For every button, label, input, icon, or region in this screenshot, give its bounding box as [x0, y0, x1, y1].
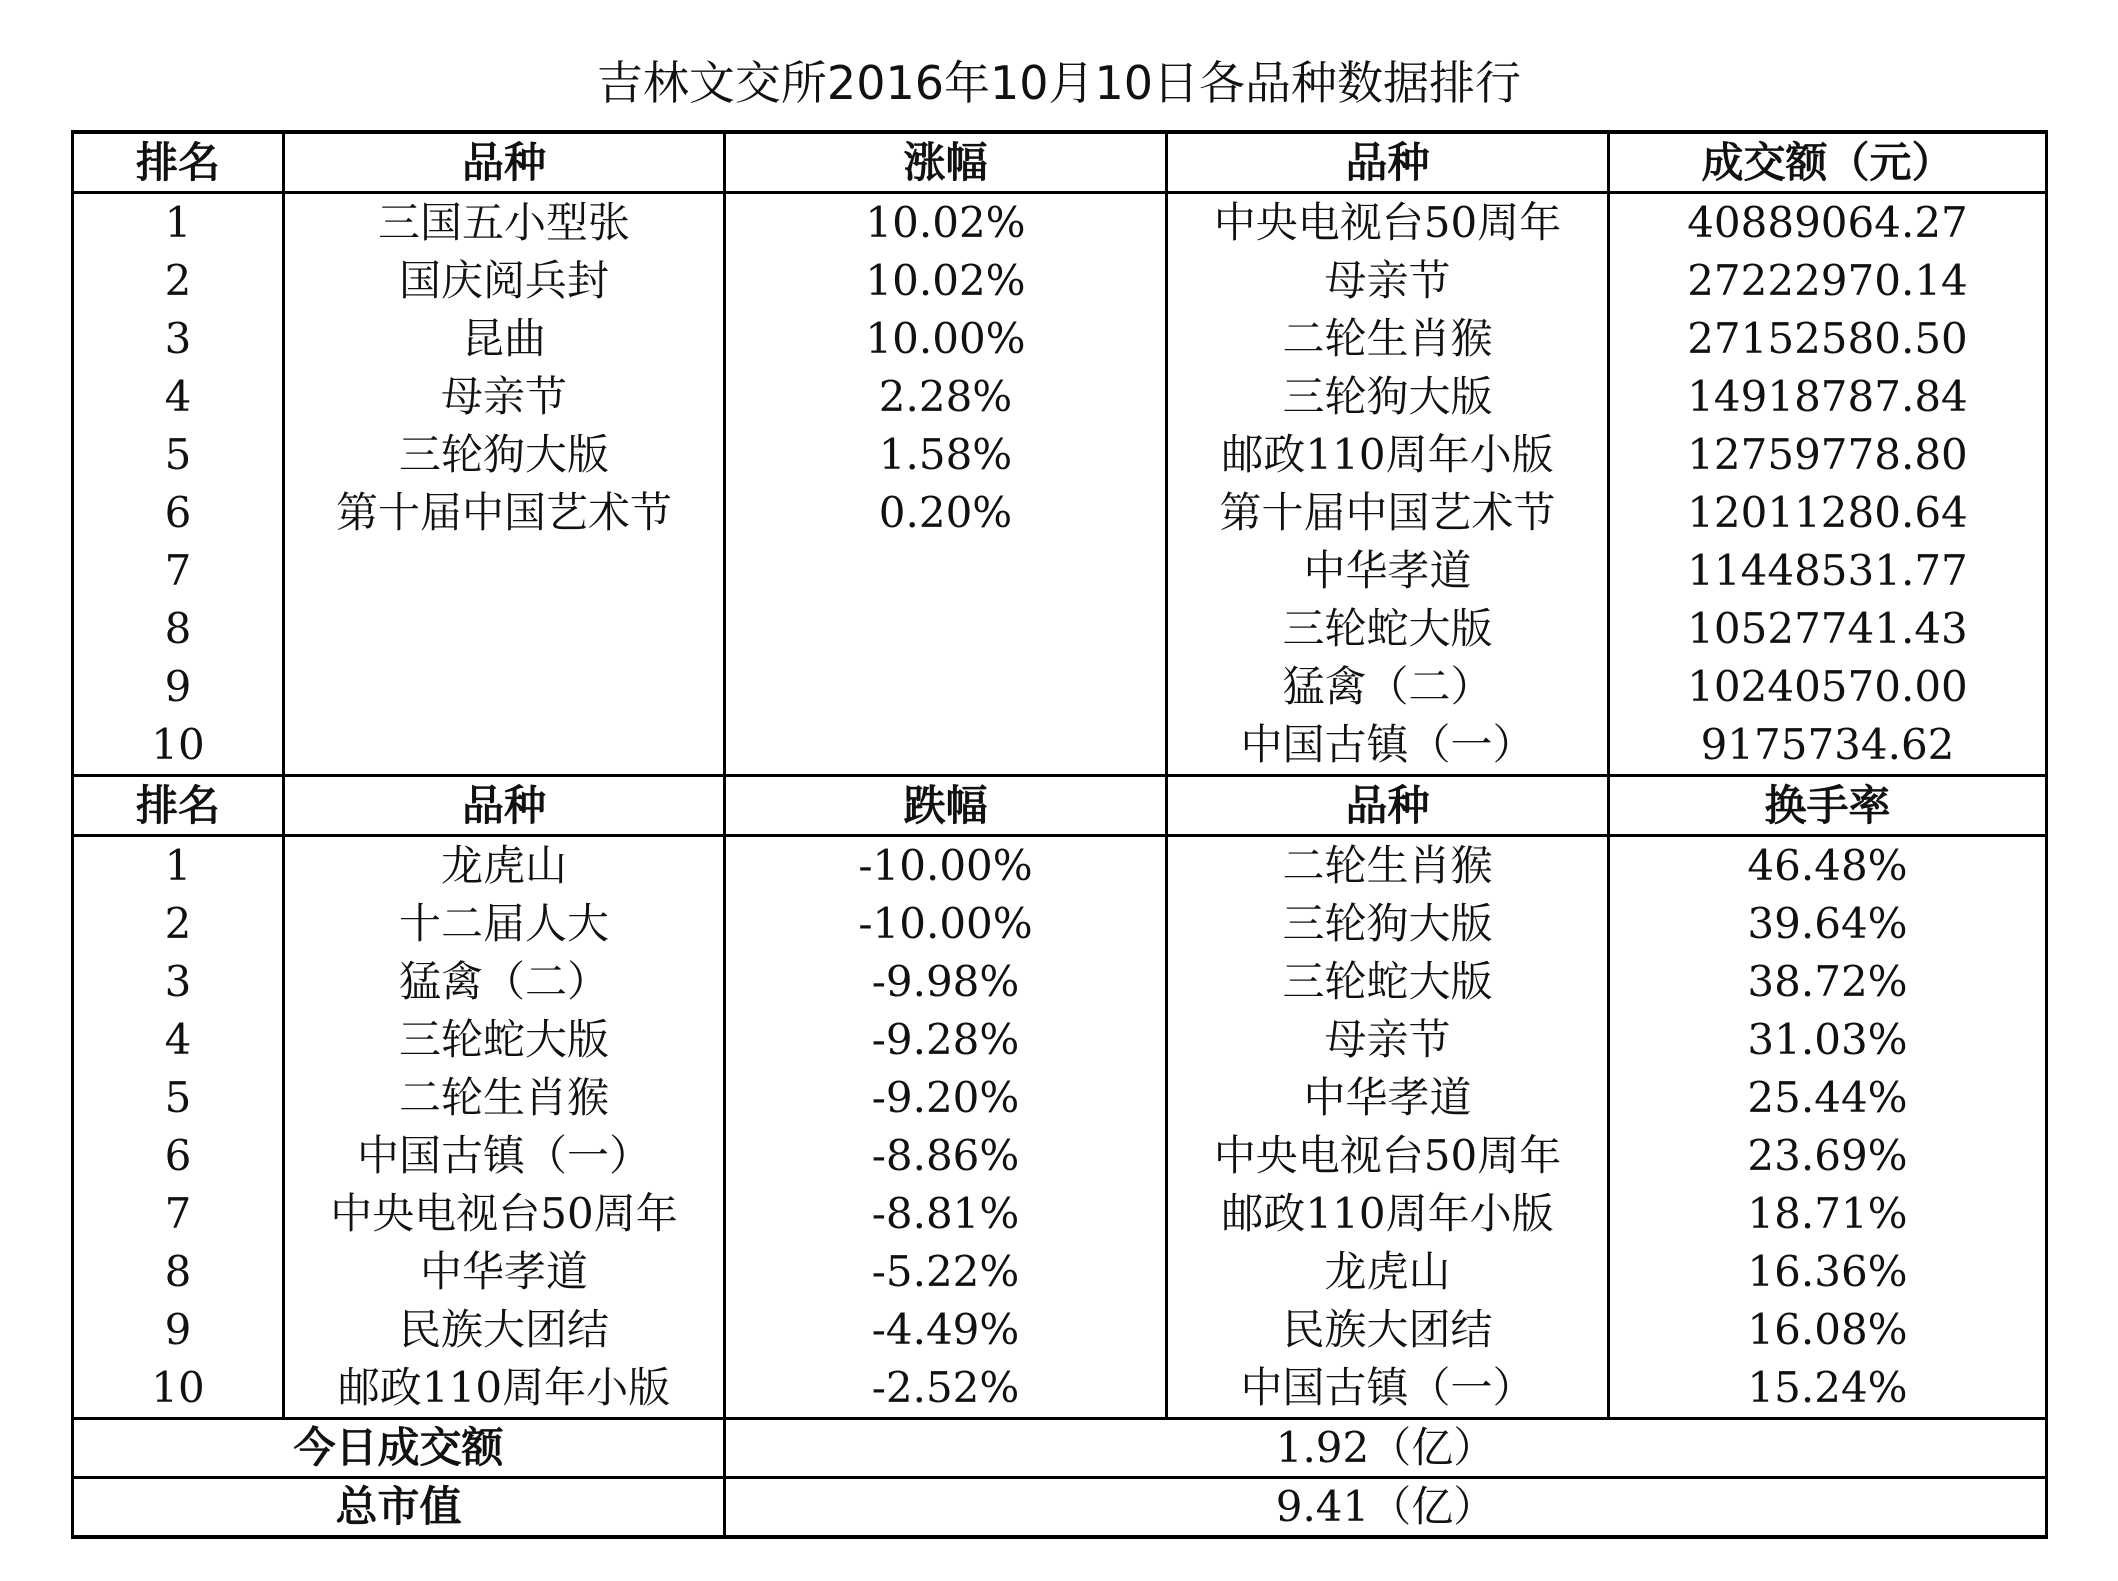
rank-cell: 8	[73, 1243, 284, 1301]
change-cell: 10.00%	[725, 310, 1167, 368]
rank-cell: 3	[73, 310, 284, 368]
variety-cell: 中央电视台50周年	[1167, 1127, 1609, 1185]
change-cell: -10.00%	[725, 895, 1167, 953]
value-cell: 46.48%	[1609, 836, 2047, 896]
variety-cell: 三轮蛇大版	[284, 1011, 725, 1069]
rank-cell: 3	[73, 953, 284, 1011]
value-cell: 27222970.14	[1609, 252, 2047, 310]
value-cell: 23.69%	[1609, 1127, 2047, 1185]
variety-cell: 中华孝道	[1167, 542, 1609, 600]
table-row	[73, 310, 2047, 368]
column-header: 品种	[1167, 132, 1609, 193]
value-cell: 10527741.43	[1609, 600, 2047, 658]
section1-header-row	[73, 132, 2047, 193]
summary-label: 今日成交额	[73, 1419, 725, 1478]
value-cell: 16.08%	[1609, 1301, 2047, 1359]
table-row	[73, 716, 2047, 776]
change-cell: -9.98%	[725, 953, 1167, 1011]
value-cell: 25.44%	[1609, 1069, 2047, 1127]
table-row	[73, 600, 2047, 658]
table-row	[73, 1359, 2047, 1419]
column-header: 换手率	[1609, 776, 2047, 836]
variety-cell: 三轮蛇大版	[1167, 600, 1609, 658]
table-row	[73, 658, 2047, 716]
variety-cell: 二轮生肖猴	[1167, 836, 1609, 896]
change-cell: 10.02%	[725, 252, 1167, 310]
change-cell: -5.22%	[725, 1243, 1167, 1301]
variety-cell: 龙虎山	[284, 836, 725, 896]
value-cell: 12011280.64	[1609, 484, 2047, 542]
value-cell: 14918787.84	[1609, 368, 2047, 426]
table-row	[73, 193, 2047, 253]
value-cell: 12759778.80	[1609, 426, 2047, 484]
rank-cell: 4	[73, 1011, 284, 1069]
table-row	[73, 426, 2047, 484]
variety-cell: 第十届中国艺术节	[284, 484, 725, 542]
change-cell: 2.28%	[725, 368, 1167, 426]
variety-cell: 昆曲	[284, 310, 725, 368]
variety-cell	[284, 542, 725, 600]
column-header: 品种	[1167, 776, 1609, 836]
table-row	[73, 1069, 2047, 1127]
rank-cell: 10	[73, 716, 284, 776]
change-cell: -9.20%	[725, 1069, 1167, 1127]
value-cell: 39.64%	[1609, 895, 2047, 953]
variety-cell: 中华孝道	[284, 1243, 725, 1301]
value-cell: 10240570.00	[1609, 658, 2047, 716]
value-cell: 9175734.62	[1609, 716, 2047, 776]
table-row	[73, 1243, 2047, 1301]
change-cell: 1.58%	[725, 426, 1167, 484]
rank-cell: 1	[73, 193, 284, 253]
table-row	[73, 542, 2047, 600]
variety-cell: 母亲节	[284, 368, 725, 426]
variety-cell: 邮政110周年小版	[284, 1359, 725, 1419]
rank-cell: 9	[73, 1301, 284, 1359]
summary-label: 总市值	[73, 1478, 725, 1538]
rank-cell: 9	[73, 658, 284, 716]
change-cell	[725, 716, 1167, 776]
rank-cell: 2	[73, 252, 284, 310]
change-cell	[725, 542, 1167, 600]
value-cell: 11448531.77	[1609, 542, 2047, 600]
variety-cell: 龙虎山	[1167, 1243, 1609, 1301]
column-header: 跌幅	[725, 776, 1167, 836]
rank-cell: 4	[73, 368, 284, 426]
summary-value: 1.92（亿）	[725, 1419, 2047, 1478]
value-cell: 18.71%	[1609, 1185, 2047, 1243]
value-cell: 38.72%	[1609, 953, 2047, 1011]
variety-cell: 三国五小型张	[284, 193, 725, 253]
table-row	[73, 368, 2047, 426]
variety-cell: 二轮生肖猴	[1167, 310, 1609, 368]
rank-cell: 5	[73, 426, 284, 484]
rank-cell: 1	[73, 836, 284, 896]
change-cell: -8.86%	[725, 1127, 1167, 1185]
table-row	[73, 895, 2047, 953]
column-header: 品种	[284, 132, 725, 193]
table-row	[73, 953, 2047, 1011]
rank-cell: 7	[73, 542, 284, 600]
rank-cell: 6	[73, 484, 284, 542]
variety-cell: 中国古镇（一）	[1167, 1359, 1609, 1419]
variety-cell: 三轮狗大版	[1167, 895, 1609, 953]
change-cell: 10.02%	[725, 193, 1167, 253]
column-header: 排名	[73, 776, 284, 836]
column-header: 涨幅	[725, 132, 1167, 193]
value-cell: 15.24%	[1609, 1359, 2047, 1419]
variety-cell: 猛禽（二）	[284, 953, 725, 1011]
change-cell	[725, 600, 1167, 658]
variety-cell: 第十届中国艺术节	[1167, 484, 1609, 542]
variety-cell: 母亲节	[1167, 252, 1609, 310]
table-row	[73, 484, 2047, 542]
table-row	[73, 1011, 2047, 1069]
variety-cell	[284, 716, 725, 776]
rank-cell: 8	[73, 600, 284, 658]
variety-cell: 三轮蛇大版	[1167, 953, 1609, 1011]
section2-header-row	[73, 776, 2047, 836]
rank-cell: 10	[73, 1359, 284, 1419]
table-row	[73, 252, 2047, 310]
variety-cell: 邮政110周年小版	[1167, 426, 1609, 484]
summary-value: 9.41（亿）	[725, 1478, 2047, 1538]
change-cell: -4.49%	[725, 1301, 1167, 1359]
variety-cell: 猛禽（二）	[1167, 658, 1609, 716]
variety-cell: 中国古镇（一）	[1167, 716, 1609, 776]
rank-cell: 6	[73, 1127, 284, 1185]
column-header: 排名	[73, 132, 284, 193]
variety-cell	[284, 600, 725, 658]
change-cell: -8.81%	[725, 1185, 1167, 1243]
rank-cell: 5	[73, 1069, 284, 1127]
variety-cell: 母亲节	[1167, 1011, 1609, 1069]
variety-cell: 国庆阅兵封	[284, 252, 725, 310]
value-cell: 27152580.50	[1609, 310, 2047, 368]
change-cell	[725, 658, 1167, 716]
variety-cell: 三轮狗大版	[284, 426, 725, 484]
table-row	[73, 836, 2047, 896]
variety-cell: 民族大团结	[1167, 1301, 1609, 1359]
table-row	[73, 1127, 2047, 1185]
column-header: 品种	[284, 776, 725, 836]
page-title: 吉林文交所2016年10月10日各品种数据排行	[596, 56, 1522, 110]
value-cell: 31.03%	[1609, 1011, 2047, 1069]
variety-cell: 邮政110周年小版	[1167, 1185, 1609, 1243]
turnover-row	[73, 1419, 2047, 1478]
rank-cell: 7	[73, 1185, 284, 1243]
variety-cell: 民族大团结	[284, 1301, 725, 1359]
value-cell: 16.36%	[1609, 1243, 2047, 1301]
variety-cell	[284, 658, 725, 716]
market-cap-row	[73, 1478, 2047, 1538]
table-row	[73, 1301, 2047, 1359]
column-header: 成交额（元）	[1609, 132, 2047, 193]
value-cell: 40889064.27	[1609, 193, 2047, 253]
change-cell: -10.00%	[725, 836, 1167, 896]
rank-cell: 2	[73, 895, 284, 953]
variety-cell: 中华孝道	[1167, 1069, 1609, 1127]
variety-cell: 三轮狗大版	[1167, 368, 1609, 426]
ranking-table	[71, 130, 2048, 1539]
change-cell: -2.52%	[725, 1359, 1167, 1419]
variety-cell: 中央电视台50周年	[1167, 193, 1609, 253]
change-cell: 0.20%	[725, 484, 1167, 542]
change-cell: -9.28%	[725, 1011, 1167, 1069]
variety-cell: 十二届人大	[284, 895, 725, 953]
variety-cell: 中国古镇（一）	[284, 1127, 725, 1185]
table-row	[73, 1185, 2047, 1243]
variety-cell: 二轮生肖猴	[284, 1069, 725, 1127]
variety-cell: 中央电视台50周年	[284, 1185, 725, 1243]
